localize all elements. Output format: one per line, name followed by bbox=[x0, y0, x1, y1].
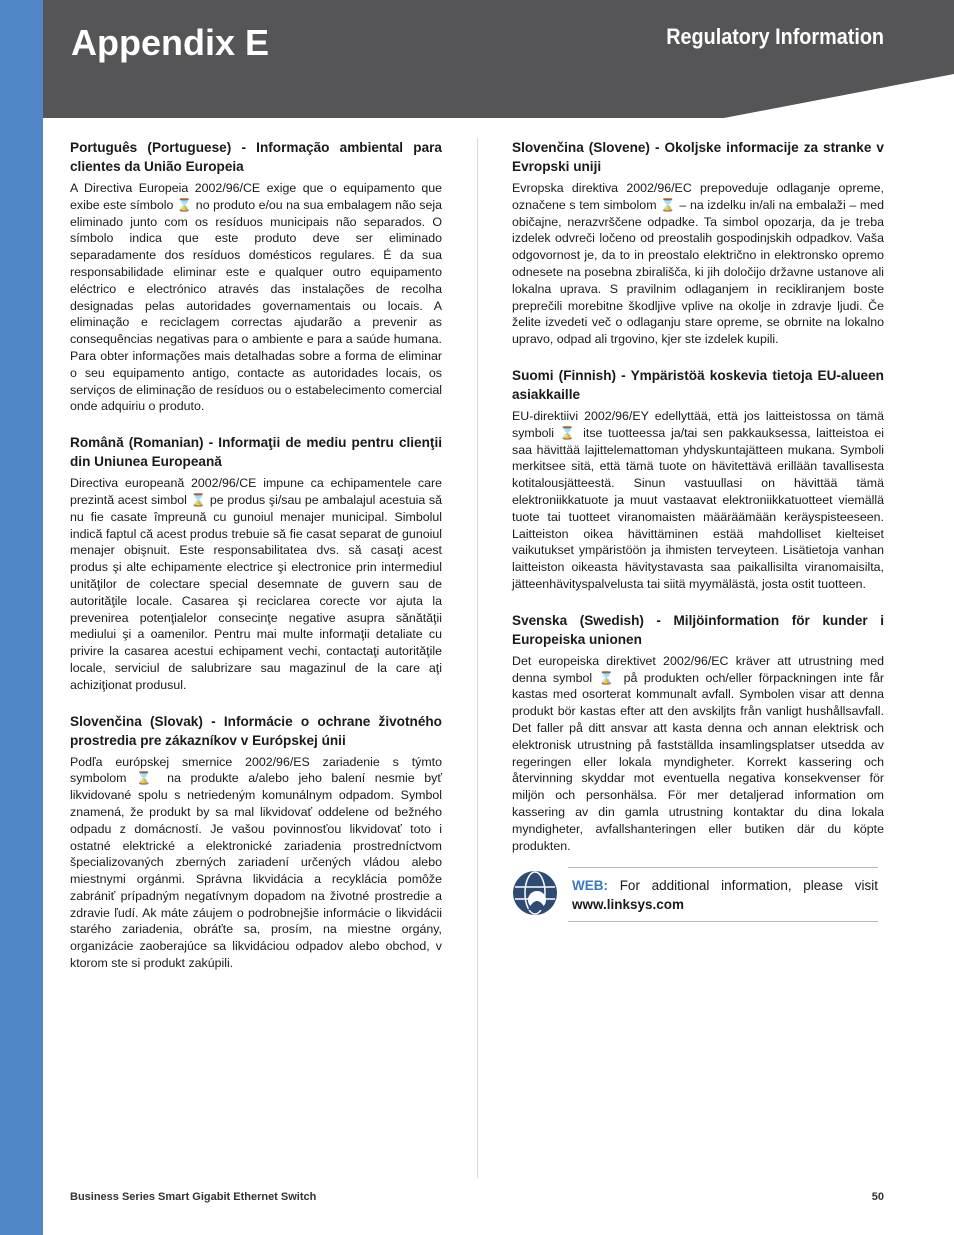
web-url-link[interactable]: www.linksys.com bbox=[572, 897, 685, 913]
section-slovak bbox=[70, 712, 442, 972]
footer-page-number: 50 bbox=[871, 1191, 884, 1203]
section-finnish bbox=[512, 366, 884, 593]
header-swoosh bbox=[724, 62, 954, 118]
section-body: Evropska direktiva 2002/96/EC prepoveduje odlaganje opreme, označene s tem simbolom ⌛ – na izdelku in/ali na embalaži – med običajne, nerazvrščene odpadke. Ta simbol opozarja, da je treba izdelek odvreči ločeno od preostalih gospodinjskih odpadkov. Vaša odgovornost je, da to in preostalo električno in elektronsko opremo odnesete na posebna zbirališča, ki jih določijo državne ustanove ali lokalna uprava. S pravilnim odlaganjem in recikliranjem boste preprečili morebitne škodljive vplive na okolje in zdravje ljudi. Če želite izvedeti več o odlaganju stare opreme, se obrnite na lokalno upravo, odpad ali trgovino, kjer ste izdelek kupili. bbox=[512, 181, 884, 347]
section-heading: Svenska (Swedish) - Miljöinformation för kunder i Europeiska unionen bbox=[512, 612, 884, 647]
globe-icon bbox=[512, 870, 558, 916]
section-heading: Português (Portuguese) - Informação ambiental para clientes da União Europeia bbox=[70, 140, 442, 174]
web-note-text bbox=[572, 876, 878, 914]
page-header bbox=[43, 0, 954, 118]
web-note-rule-bottom bbox=[568, 921, 878, 922]
web-label: WEB: bbox=[572, 878, 608, 894]
column-divider bbox=[477, 138, 478, 1178]
web-note-rule-top bbox=[568, 867, 878, 868]
web-note bbox=[512, 872, 884, 930]
section-title: Regulatory Information bbox=[666, 24, 884, 49]
section-portuguese bbox=[70, 138, 442, 415]
appendix-title: Appendix E bbox=[71, 22, 270, 63]
section-body: Podľa európskej smernice 2002/96/ES zariadenie s týmto symbolom ⌛ na produkte a/alebo jeho balení nesmie byť likvidované spolu s netriedeným komunálnym odpadom. Symbol znamená, že produkt by sa mal likvidovať oddelene od bežného odpadu z domácností. Je vašou povinnosťou likvidovať toto i ostatné elektrické a elektronické zariadenia prostredníctvom špecializovaných zberných zariadení určených vládou alebo miestnymi orgánmi. Správna likvidácia a recyklácia pomôže zabrániť prípadným negatívnym dopadom na životné prostredie a zdravie ľudí. Ak máte záujem o podrobnejšie informácie o likvidácii starého zariadenia, obráťte sa, prosím, na miestne orgány, organizácie zaoberajúce sa likvidáciou odpadov alebo obchod, v ktorom ste si produkt zakúpili. bbox=[70, 754, 442, 971]
footer-product-name: Business Series Smart Gigabit Ethernet Switch bbox=[70, 1191, 317, 1203]
section-heading: Română (Romanian) - Informaţii de mediu pentru clienţii din Uniunea Europeană bbox=[70, 435, 442, 470]
section-heading: Slovenčina (Slovak) - Informácie o ochrane životného prostredia pre zákazníkov v Európskej únii bbox=[70, 713, 442, 748]
side-accent-stripe bbox=[0, 0, 43, 1235]
section-heading: Slovenčina (Slovene) - Okoljske informacije za stranke v Evropski uniji bbox=[512, 140, 884, 174]
section-body: A Directiva Europeia 2002/96/CE exige que o equipamento que exibe este símbolo ⌛ no produto e/ou na sua embalagem não seja eliminado junto com os resíduos municipais não separados. O símbolo indica que este produto deve ser eliminado separadamente dos resíduos domésticos regulares. É da sua responsabilidade eliminar este e qualquer outro equipamento eléctrico e electrónico através das instalações de recolha designadas pelas autoridades governamentais ou locais. A eliminação e reciclagem correctas ajudarão a prevenir as consequências negativas para o ambiente e para a saúde humana. Para obter informações mais detalhadas sobre a forma de eliminar o seu equipamento antigo, contacte as autoridades locais, os serviços de eliminação de resíduos ou o estabelecimento comercial onde adquiriu o produto. bbox=[70, 181, 442, 414]
section-body: EU-direktiivi 2002/96/EY edellyttää, että jos laitteistossa on tämä symboli ⌛ itse tuotteessa ja/tai sen pakkauksessa, laitteistoa ei saa hävittää lajittelemattoman yhdyskuntajätteen mukana. Symboli merkitsee sitä, että tämä tuote on hävitettävä erillään tavallisesta kotitalousjätteestä. Sinun vastuullasi on hävittää tämä elektroniikkatuote ja muut vastaavat elektroniikkatuotteet viemällä tuote tai tuotteet viranomaisten määräämään keräyspisteeseen. Laitteiston oikea hävittäminen estää mahdolliset kielteiset vaikutukset ympäristöön ja ihmisten terveyteen. Lisätietoja vanhan laitteiston oikeasta hävitystavasta saa paikallisilta viranomaisilta, jätteenhävityspalvelusta tai siitä myymälästä, josta ostit tuotteen. bbox=[512, 408, 884, 591]
section-heading: Suomi (Finnish) - Ympäristöä koskevia tietoja EU-alueen asiakkaille bbox=[512, 367, 884, 402]
section-body: Directiva europeană 2002/96/CE impune ca echipamentele care prezintă acest simbol ⌛ pe produs şi/sau pe ambalajul acestuia să nu fie casate împreună cu gunoiul menajer municipal. Simbolul indică faptul că acest produs trebuie să fie casat separat de gunoiul menajer obişnuit. Este responsabilitatea dvs. să casaţi acest produs şi alte echipamente electrice şi electronice prin intermediul unităţilor de colectare special desemnate de guvern sau de autorităţile locale. Casarea şi reciclarea corecte vor ajuta la prevenirea potenţialelor consecinţe negative asupra sănătăţii mediului şi a oamenilor. Pentru mai multe informaţii detaliate cu privire la casarea acestui echipament vechi, contactaţi autorităţile locale, serviciul de salubrizare sau magazinul de la care aţi achiziţionat produsul. bbox=[70, 476, 442, 692]
left-column bbox=[70, 138, 442, 990]
section-swedish bbox=[512, 611, 884, 855]
section-romanian bbox=[70, 433, 442, 693]
right-column bbox=[512, 138, 884, 930]
section-slovene bbox=[512, 138, 884, 348]
web-note-message: For additional information, please visit bbox=[619, 878, 878, 894]
section-body: Det europeiska direktivet 2002/96/EC kräver att utrustning med denna symbol ⌛ på produkten och/eller förpackningen inte får kastas med osorterat kommunalt avfall. Symbolen visar att denna produkt bör kastas efter att den avskiljts från vanligt hushållsavfall. Det faller på ditt ansvar att kasta denna och annan elektrisk och elektronisk utrustning på fastställda insamlingsplatser utsedda av regeringen eller lokala myndigheter. Korrekt kassering och återvinning skyddar mot eventuella negativa konsekvenser för miljön och personhälsa. För mer detaljerad information om kassering av din gamla utrustning kontaktar du dina lokala myndigheter, avfallshanteringen eller butiken där du köpte produkten. bbox=[512, 653, 884, 853]
